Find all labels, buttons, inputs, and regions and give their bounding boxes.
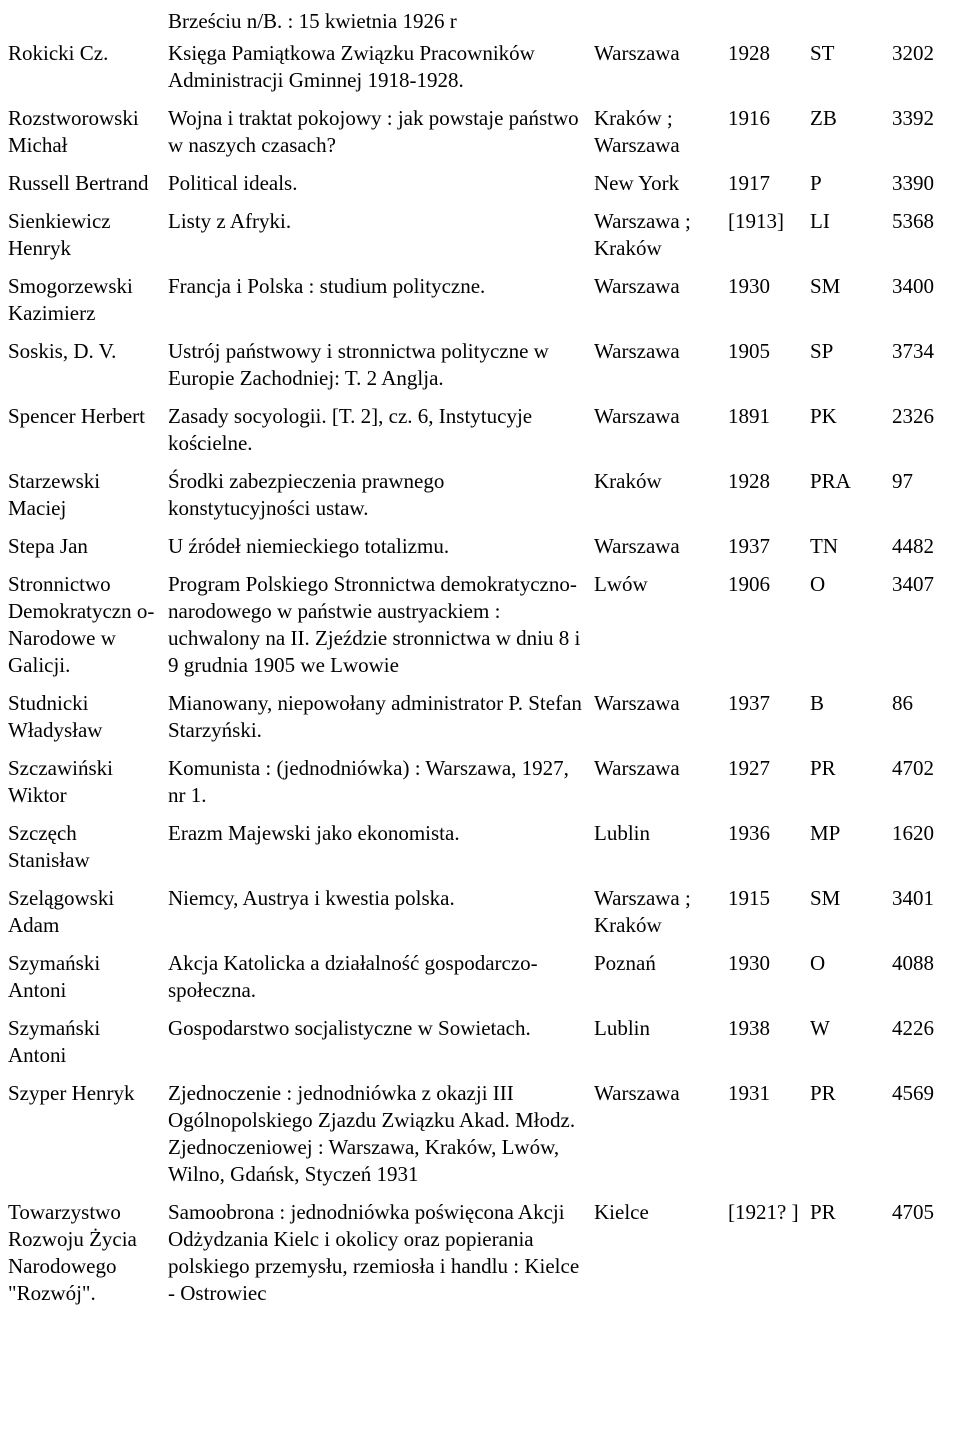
number-cell: 4226 <box>892 1016 934 1040</box>
year-cell: 1927 <box>728 756 770 780</box>
year-cell: 1928 <box>728 41 770 65</box>
place-cell: New York <box>594 171 680 195</box>
place-cell: Lublin <box>594 821 650 845</box>
signature-cell: PRA <box>810 469 851 493</box>
number-cell: 4569 <box>892 1081 934 1105</box>
catalog-row <box>8 755 958 820</box>
title-cell: Księga Pamiątkowa Związku Pracowników Administracji Gminnej 1918-1928. <box>168 41 535 92</box>
number-cell: 4088 <box>892 951 934 975</box>
number-cell: 3400 <box>892 274 934 298</box>
year-cell: 1928 <box>728 469 770 493</box>
author-cell: Szczawiński Wiktor <box>8 756 113 807</box>
catalog-row <box>8 571 958 690</box>
title-cell: Francja i Polska : studium polityczne. <box>168 274 486 298</box>
place-cell: Warszawa <box>594 691 680 715</box>
signature-cell: PR <box>810 756 836 780</box>
number-cell: 5368 <box>892 209 934 233</box>
author-cell: Rozstworowski Michał <box>8 106 139 157</box>
place-cell: Warszawa <box>594 41 680 65</box>
catalog-row <box>8 950 958 1015</box>
title-cell: Political ideals. <box>168 171 298 195</box>
place-cell: Warszawa <box>594 1081 680 1105</box>
author-cell: Stepa Jan <box>8 534 88 558</box>
number-cell: 97 <box>892 469 913 493</box>
catalog-row <box>8 105 958 170</box>
signature-cell: O <box>810 572 826 596</box>
catalog-row <box>8 690 958 755</box>
author-cell: Sienkiewicz Henryk <box>8 209 111 260</box>
catalog-row <box>8 1015 958 1080</box>
title-cell: Ustrój państwowy i stronnictwa polityczne w Europie Zachodniej: T. 2 Anglja. <box>168 339 549 390</box>
place-cell: Warszawa <box>594 404 680 428</box>
place-cell: Warszawa <box>594 274 680 298</box>
title-cell: Zjednoczenie : jednodniówka z okazji III Ogólnopolskiego Zjazdu Związku Akad. Młodz. Zjednoczeniowej : Warszawa, Kraków, Lwów, Wilno, Gdańsk, Styczeń 1931 <box>168 1081 576 1186</box>
signature-cell: MP <box>810 821 841 845</box>
place-cell: Lublin <box>594 1016 650 1040</box>
catalog-row <box>8 403 958 468</box>
signature-cell: SM <box>810 886 841 910</box>
place-cell: Warszawa ; Kraków <box>594 209 691 260</box>
place-cell: Kielce <box>594 1200 649 1224</box>
title-cell: Gospodarstwo socjalistyczne w Sowietach. <box>168 1016 531 1040</box>
author-cell: Studnicki Władysław <box>8 691 103 742</box>
year-cell: 1916 <box>728 106 770 130</box>
place-cell: Lwów <box>594 572 648 596</box>
year-cell: 1917 <box>728 171 770 195</box>
signature-cell: ST <box>810 41 835 65</box>
author-cell: Soskis, D. V. <box>8 339 117 363</box>
title-cell: Samoobrona : jednodniówka poświęcona Akcji Odżydzania Kielc i okolicy oraz popierania polskiego przemysłu, rzemiosła i handlu : Kielce - Ostrowiec <box>168 1200 580 1305</box>
title-cell: Niemcy, Austrya i kwestia polska. <box>168 886 455 910</box>
year-cell: 1930 <box>728 951 770 975</box>
author-cell: Smogorzewski Kazimierz <box>8 274 133 325</box>
place-cell: Kraków ; Warszawa <box>594 106 680 157</box>
year-cell: 1905 <box>728 339 770 363</box>
place-cell: Warszawa <box>594 339 680 363</box>
year-cell: 1891 <box>728 404 770 428</box>
title-cell: Listy z Afryki. <box>168 209 292 233</box>
catalog-row <box>8 533 958 571</box>
number-cell: 4705 <box>892 1200 934 1224</box>
catalog-row <box>8 170 958 208</box>
number-cell: 3734 <box>892 339 934 363</box>
preceding-entry-tail: Brześciu n/B. : 15 kwietnia 1926 r <box>168 9 457 33</box>
year-cell: [1921? ] <box>728 1200 799 1224</box>
year-cell: 1931 <box>728 1081 770 1105</box>
number-cell: 4702 <box>892 756 934 780</box>
place-cell: Warszawa ; Kraków <box>594 886 691 937</box>
signature-cell: O <box>810 951 826 975</box>
number-cell: 3390 <box>892 171 934 195</box>
year-cell: 1930 <box>728 274 770 298</box>
catalog-row <box>8 273 958 338</box>
number-cell: 3401 <box>892 886 934 910</box>
title-cell: Program Polskiego Stronnictwa demokratyczno-narodowego w państwie austryackiem : uchwalony na II. Zjeździe stronnictwa w dniu 8 i 9 grudnia 1905 we Lwowie <box>168 572 581 677</box>
signature-cell: SM <box>810 274 841 298</box>
signature-cell: PR <box>810 1200 836 1224</box>
signature-cell: P <box>810 171 822 195</box>
author-cell: Rokicki Cz. <box>8 41 109 65</box>
year-cell: 1937 <box>728 534 770 558</box>
author-cell: Stronnictwo Demokratyczn o-Narodowe w Galicji. <box>8 572 155 677</box>
place-cell: Warszawa <box>594 756 680 780</box>
catalog-row <box>8 468 958 533</box>
signature-cell: PK <box>810 404 837 428</box>
author-cell: Spencer Herbert <box>8 404 146 428</box>
signature-cell: LI <box>810 209 830 233</box>
author-cell: Szymański Antoni <box>8 951 101 1002</box>
catalog-row <box>8 40 958 105</box>
number-cell: 3202 <box>892 41 934 65</box>
title-cell: Zasady socyologii. [T. 2], cz. 6, Instytucyje kościelne. <box>168 404 533 455</box>
catalog-rows <box>8 40 958 1318</box>
title-cell: Komunista : (jednodniówka) : Warszawa, 1927, nr 1. <box>168 756 569 807</box>
title-cell: Erazm Majewski jako ekonomista. <box>168 821 460 845</box>
number-cell: 1620 <box>892 821 934 845</box>
number-cell: 2326 <box>892 404 934 428</box>
signature-cell: ZB <box>810 106 837 130</box>
catalog-row <box>8 208 958 273</box>
signature-cell: B <box>810 691 825 715</box>
year-cell: 1915 <box>728 886 770 910</box>
signature-cell: W <box>810 1016 830 1040</box>
author-cell: Starzewski Maciej <box>8 469 101 520</box>
number-cell: 3392 <box>892 106 934 130</box>
catalog-table <box>8 40 958 1318</box>
year-cell: 1936 <box>728 821 770 845</box>
catalog-row <box>8 1199 958 1318</box>
signature-cell: TN <box>810 534 838 558</box>
title-cell: Środki zabezpieczenia prawnego konstytucyjności ustaw. <box>168 469 445 520</box>
author-cell: Szyper Henryk <box>8 1081 135 1105</box>
catalog-row <box>8 885 958 950</box>
year-cell: 1937 <box>728 691 770 715</box>
author-cell: Szelągowski Adam <box>8 886 115 937</box>
place-cell: Kraków <box>594 469 662 493</box>
number-cell: 3407 <box>892 572 934 596</box>
author-cell: Russell Bertrand <box>8 171 149 195</box>
title-cell: Mianowany, niepowołany administrator P. Stefan Starzyński. <box>168 691 582 742</box>
title-cell: U źródeł niemieckiego totalizmu. <box>168 534 450 558</box>
place-cell: Warszawa <box>594 534 680 558</box>
place-cell: Poznań <box>594 951 656 975</box>
title-cell: Wojna i traktat pokojowy : jak powstaje państwo w naszych czasach? <box>168 106 579 157</box>
catalog-row <box>8 820 958 885</box>
year-cell: [1913] <box>728 209 784 233</box>
year-cell: 1906 <box>728 572 770 596</box>
year-cell: 1938 <box>728 1016 770 1040</box>
author-cell: Szczęch Stanisław <box>8 821 90 872</box>
author-cell: Towarzystwo Rozwoju Życia Narodowego "Rozwój". <box>8 1200 137 1305</box>
number-cell: 86 <box>892 691 913 715</box>
signature-cell: PR <box>810 1081 836 1105</box>
title-cell: Akcja Katolicka a działalność gospodarczo-społeczna. <box>168 951 538 1002</box>
catalog-row <box>8 1080 958 1199</box>
catalog-row <box>8 338 958 403</box>
author-cell: Szymański Antoni <box>8 1016 101 1067</box>
number-cell: 4482 <box>892 534 934 558</box>
signature-cell: SP <box>810 339 834 363</box>
